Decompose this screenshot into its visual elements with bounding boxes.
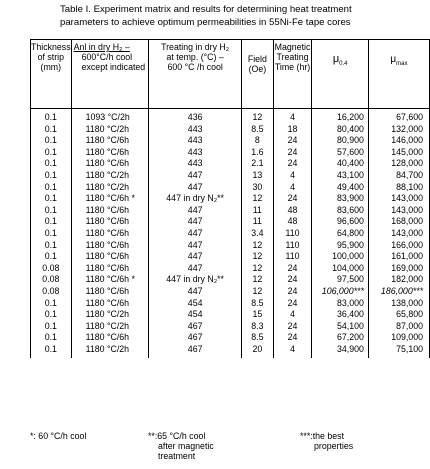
header-row (31, 40, 430, 109)
table-cell: 12 (252, 274, 263, 285)
table-cell: 1180 °C/6h * (85, 193, 135, 204)
table-cell: 11 (252, 216, 262, 227)
column-mu-04 (312, 109, 368, 359)
table-cell: 0.1 (44, 135, 57, 146)
table-cell: 0.1 (44, 239, 57, 250)
table-cell: 447 in dry N₂** (166, 274, 224, 285)
table-cell: 186,000*** (380, 285, 423, 296)
table-cell: 83,600 (336, 204, 364, 215)
table-cell: 443 (187, 158, 203, 169)
table-cell: 30 (252, 181, 263, 192)
table-cell: 34,900 (336, 343, 364, 354)
table-cell: 8.5 (251, 123, 264, 134)
table-cell: 447 (187, 169, 203, 180)
table-cell: 67,200 (336, 332, 364, 343)
table-cell: 454 (187, 297, 203, 308)
table-cell: 1180 °C/6h (85, 285, 130, 296)
table-cell: 12 (252, 112, 263, 122)
table-cell: 67,600 (396, 112, 423, 122)
table-cell: 8.5 (251, 297, 264, 308)
table-cell: 1180 °C/2h (85, 169, 130, 180)
table-cell: 95,900 (336, 239, 364, 250)
footnote-double-star: **:65 °C/h cool after magnetic treatment (148, 431, 214, 461)
results-table (30, 39, 430, 358)
table-cell: 84,700 (396, 169, 423, 180)
table-caption (60, 4, 390, 29)
table-cell: 24 (287, 297, 298, 308)
column-anneal (71, 109, 149, 359)
table-cell: 436 (187, 112, 203, 122)
table-cell: 0.08 (42, 285, 60, 296)
column-treating (149, 109, 242, 359)
table-cell: 4 (290, 112, 295, 122)
header-anneal: Anl in dry H₂ – 600°C/h cool except indicated (71, 40, 149, 109)
table-cell: 454 (187, 309, 203, 320)
table-cell: 64,800 (336, 227, 364, 238)
table-cell: 1.6 (251, 146, 264, 157)
table-cell: 447 (187, 216, 203, 227)
header-thickness: Thickness of strip (mm) (31, 40, 72, 109)
table-cell: 24 (287, 158, 298, 169)
table-cell: 12 (252, 239, 263, 250)
table-cell: 1180 °C/6h (85, 262, 130, 273)
table-cell: 166,000 (391, 239, 423, 250)
table-cell: 110 (285, 239, 300, 250)
table-cell: 1180 °C/6h (85, 204, 130, 215)
table-cell: 1093 °C/2h (85, 112, 130, 122)
table-cell: 24 (287, 146, 298, 157)
table-cell: 1180 °C/2h (85, 181, 130, 192)
table-cell: 8.3 (251, 320, 264, 331)
table-cell: 0.1 (44, 193, 57, 204)
table-cell: 87,000 (396, 320, 423, 331)
table-cell: 97,500 (336, 274, 364, 285)
table-cell: 169,000 (391, 262, 423, 273)
table-cell: 0.08 (42, 274, 60, 285)
table-cell: 443 (187, 123, 203, 134)
table-cell: 447 (187, 262, 203, 273)
table-cell: 0.1 (44, 309, 57, 320)
table-cell: 0.1 (44, 112, 57, 122)
table-cell: 12 (252, 262, 263, 273)
table-cell: 4 (290, 181, 295, 192)
table-cell: 0.1 (44, 227, 57, 238)
table-cell: 24 (287, 274, 298, 285)
table-cell: 24 (287, 332, 298, 343)
header-magnetic-time: Magnetic Treating Time (hr) (273, 40, 312, 109)
table-cell: 4 (290, 169, 295, 180)
table-cell: 49,400 (336, 181, 364, 192)
table-cell: 0.1 (44, 181, 57, 192)
table-cell: 18 (287, 123, 298, 134)
table-cell: 11 (252, 204, 262, 215)
caption-line-1: Table I. Experiment matrix and results for determining heat treatment (60, 4, 352, 15)
table-cell: 65,800 (396, 309, 423, 320)
table-cell: 0.1 (44, 123, 57, 134)
table-cell: 96,600 (336, 216, 364, 227)
table-cell: 467 (187, 343, 203, 354)
table-cell: 0.1 (44, 204, 57, 215)
table-cell: 443 (187, 146, 203, 157)
table-cell: 40,400 (336, 158, 364, 169)
table-cell: 109,000 (391, 332, 423, 343)
header-field: Field (Oe) (242, 40, 273, 109)
table-cell: 0.1 (44, 320, 57, 331)
table-cell: 110 (285, 227, 300, 238)
table-cell: 0.1 (44, 251, 57, 262)
table-cell: 4 (290, 343, 295, 354)
table-cell: 161,000 (391, 251, 423, 262)
table-cell: 24 (287, 285, 298, 296)
table-cell: 43,100 (336, 169, 364, 180)
table-cell: 12 (252, 251, 263, 262)
table-cell: 16,200 (336, 112, 364, 122)
table-cell: 447 (187, 204, 203, 215)
table-cell: 1180 °C/6h (85, 297, 130, 308)
table-cell: 0.1 (44, 158, 57, 169)
table-cell: 36,400 (336, 309, 364, 320)
table-cell: 1180 °C/6h (85, 239, 130, 250)
table-cell: 447 (187, 227, 203, 238)
table-cell: 20 (252, 343, 263, 354)
table-cell: 132,000 (391, 123, 423, 134)
table-cell: 0.1 (44, 343, 57, 354)
table-cell: 447 (187, 181, 203, 192)
table-cell: 13 (252, 169, 263, 180)
table-cell: 54,100 (336, 320, 364, 331)
table-cell: 182,000 (391, 274, 423, 285)
table-cell: 8.5 (251, 332, 264, 343)
column-thickness (31, 109, 72, 359)
table-cell: 146,000 (391, 135, 423, 146)
table-cell: 1180 °C/6h (85, 146, 130, 157)
footnote-single-star: *: 60 °C/h cool (30, 431, 87, 441)
table-cell: 0.1 (44, 216, 57, 227)
table-cell: 100,000 (332, 251, 364, 262)
table-cell: 12 (252, 193, 263, 204)
table-cell: 0.08 (42, 262, 60, 273)
table-cell: 80,900 (336, 135, 364, 146)
table-cell: 24 (287, 135, 298, 146)
table-cell: 12 (252, 285, 263, 296)
table-cell: 0.1 (44, 332, 57, 343)
table-cell: 447 in dry N₂** (166, 193, 224, 204)
column-field (242, 109, 273, 359)
table-cell: 143,000 (391, 204, 423, 215)
table-cell: 3.4 (251, 227, 264, 238)
table-cell: 143,000 (391, 193, 423, 204)
table-cell: 447 (187, 239, 203, 250)
table-cell: 75,100 (396, 343, 423, 354)
table-cell: 24 (287, 262, 298, 273)
table-cell: 24 (287, 193, 298, 204)
table-cell: 447 (187, 251, 203, 262)
table-cell: 1180 °C/6h (85, 332, 130, 343)
table-cell: 467 (187, 320, 203, 331)
table-cell: 106,000*** (321, 285, 364, 296)
table-cell: 1180 °C/2h (85, 123, 130, 134)
column-mu-max (368, 109, 429, 359)
table-cell: 138,000 (391, 297, 423, 308)
table-cell: 8 (254, 135, 260, 146)
table-cell: 24 (287, 320, 298, 331)
table-body (31, 109, 430, 359)
table-cell: 1180 °C/6h * (85, 274, 135, 285)
header-mu-04: $\mu_{0.4}$ (312, 40, 368, 109)
table-cell: 447 (187, 285, 203, 296)
table-cell: 57,600 (336, 146, 364, 157)
table-cell: 0.1 (44, 297, 57, 308)
table-cell: 143,000 (391, 227, 423, 238)
column-magnetic-time (273, 109, 312, 359)
table-cell: 128,000 (391, 158, 423, 169)
table-cell: 168,000 (391, 216, 423, 227)
table-cell: 1180 °C/6h (85, 216, 130, 227)
table-cell: 1180 °C/6h (85, 158, 130, 169)
table-cell: 4 (290, 309, 295, 320)
table-cell: 1180 °C/2h (85, 320, 130, 331)
table-cell: 83,000 (336, 297, 364, 308)
table-cell: 110 (285, 251, 300, 262)
table-cell: 1180 °C/6h (85, 227, 130, 238)
table-cell: 48 (287, 216, 298, 227)
table-cell: 145,000 (391, 146, 423, 157)
table-cell: 0.1 (44, 146, 57, 157)
table-cell: 104,000 (332, 262, 364, 273)
table-cell: 88,100 (396, 181, 423, 192)
table-cell: 48 (287, 204, 298, 215)
table-cell: 467 (187, 332, 203, 343)
table-cell: 83,900 (336, 193, 364, 204)
table-cell: 2.1 (251, 158, 264, 169)
footnote-triple-star: ***:the best properties (300, 431, 354, 451)
header-treating: Treating in dry H₂ at temp. (°C) – 600 °C /h cool (149, 40, 242, 109)
table-cell: 15 (252, 309, 263, 320)
header-mu-max: $\mu_{max}$ (368, 40, 429, 109)
caption-line-2: parameters to achieve optimum permeabilities in 55Ni-Fe tape cores (60, 16, 351, 28)
table-cell: 1180 °C/2h (85, 309, 130, 320)
table-cell: 0.1 (44, 169, 57, 180)
table-cell: 1180 °C/2h (85, 343, 130, 354)
table-cell: 80,400 (336, 123, 364, 134)
table-cell: 1180 °C/6h (85, 135, 130, 146)
table-cell: 443 (187, 135, 203, 146)
table-cell: 1180 °C/6h (85, 251, 130, 262)
